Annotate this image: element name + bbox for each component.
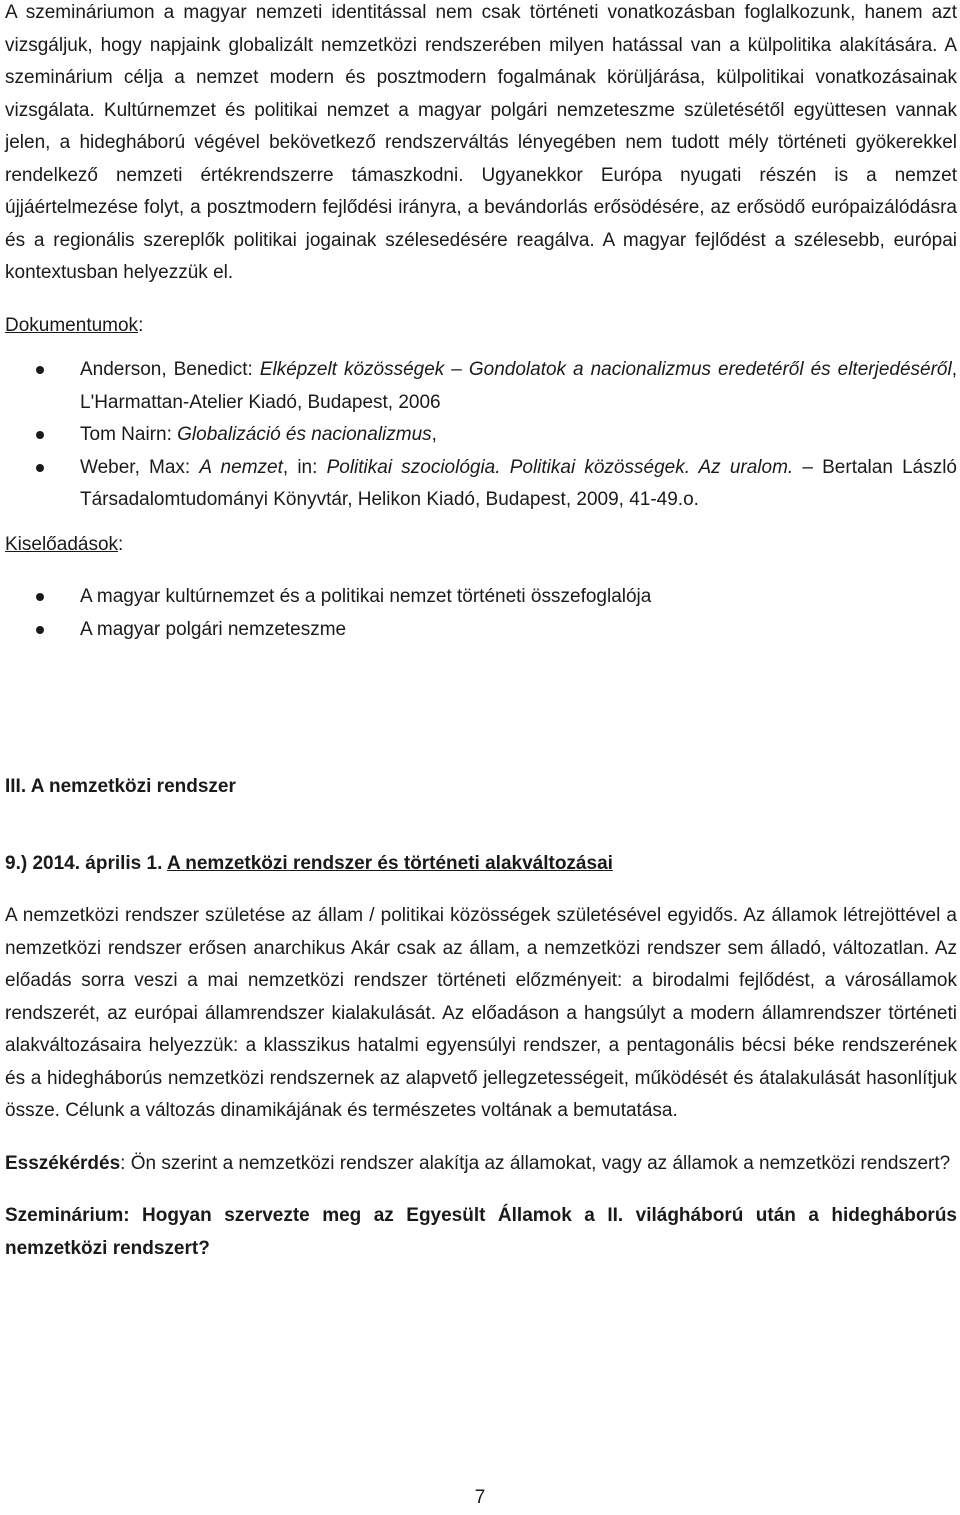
doc-author: Tom Nairn:	[80, 424, 178, 445]
list-item	[5, 614, 957, 647]
doc-title: Globalizáció és nacionalizmus	[177, 424, 432, 445]
documents-list	[5, 354, 957, 517]
doc-author: Anderson, Benedict:	[80, 359, 260, 380]
documents-colon: :	[138, 314, 144, 336]
essay-text: : Ön szerint a nemzetközi rendszer alakítja az államokat, vagy az államok a nemzetközi rendszert?	[120, 1152, 951, 1174]
lectures-list	[5, 581, 957, 646]
doc-publisher: ,	[431, 424, 437, 445]
bullet-icon	[36, 431, 44, 439]
session-date: 9.) 2014. április 1.	[5, 852, 163, 874]
session-body: A nemzetközi rendszer születése az állam / politikai közösségek születésével egyidős. Az államok létrejöttével a nemzetközi rendszer erősen anarchikus Akár csak az állam, a nemzetközi rendszer sem álladó, változatlan. Az előadás sorra veszi a mai nemzetközi rendszer történeti előzményeit: a birodalmi fejlődést, a városállamok rendszerét, az európai államrendszer kialakulását. Az előadáson a hangsúlyt a modern államrendszer történeti alakváltozásaira helyezzük: a klasszikus hatalmi egyensúlyi rendszer, a pentagonális bécsi béke rendszerének és a hidegháborús nemzetközi rendszernek az alapvető jellegzetességeit, működését és átalakulását hasonlítjuk össze. Célunk a változás dinamikájának és természetes voltának a bemutatása.	[5, 905, 957, 1121]
seminar-text: : Hogyan szervezte meg az Egyesült Államok a II. világháború után a hidegháborús nemzetközi rendszert?	[5, 1205, 957, 1259]
bullet-icon	[36, 366, 44, 374]
lectures-label: Kiselőadások	[5, 533, 119, 555]
doc-book-title: Politikai szociológia. Politikai közösségek. Az uralom.	[326, 456, 794, 478]
doc-publisher: – Bertalan László Társadalomtudományi Könyvtár, Helikon Kiadó, Budapest, 2009, 41-49.o.	[80, 456, 957, 510]
bullet-icon	[36, 464, 44, 472]
list-item	[5, 419, 957, 452]
bullet-icon	[36, 593, 44, 601]
essay-label: Esszékérdés	[5, 1152, 121, 1174]
document-page	[5, 0, 957, 1265]
seminar-label: Szeminárium	[5, 1205, 124, 1226]
section-title: III. A nemzetközi rendszer	[5, 776, 236, 797]
list-item	[5, 354, 957, 419]
essay-question	[5, 1148, 957, 1181]
documents-label: Dokumentumok	[5, 314, 139, 336]
intro-paragraph: A szemináriumon a magyar nemzeti identitással nem csak történeti vonatkozásban foglalkozunk, hanem azt vizsgáljuk, hogy napjaink globalizált nemzetközi rendszerében milyen hatással van a külpolitika alakítására. A szeminárium célja a nemzet modern és posztmodern fogalmának körüljárása, külpolitikai vonatkozásainak vizsgálata. Kultúrnemzet és politikai nemzet a magyar polgári nemzeteszme születésétől együttesen vannak jelen, a hidegháború végével bekövetkező rendszerváltás lényegében nem tudott mély történeti gyökerekkel rendelkező nemzeti értékrendszerre támaszkodni. Ugyanekkor Európa nyugati részén is a nemzet újjáértelmezése folyt, a posztmodern fejlődési irányra, a bevándorlás erősödésére, az erősödő európaizálódásra és a regionális szereplők politikai jogainak szélesedésére reagálva. A magyar fejlődést a szélesebb, európai kontextusban helyezzük el.	[5, 2, 957, 283]
doc-title: Elképzelt közösségek – Gondolatok a nacionalizmus eredetéről és elterjedéséről	[259, 359, 952, 380]
lecture-title: A magyar kultúrnemzet és a politikai nemzet történeti összefoglalója	[80, 586, 652, 607]
lectures-heading	[5, 529, 957, 562]
doc-connector: , in:	[282, 456, 327, 478]
doc-author: Weber, Max:	[80, 456, 200, 478]
seminar-question	[5, 1200, 957, 1265]
lectures-colon: :	[118, 533, 124, 555]
list-item	[5, 452, 957, 517]
list-item	[5, 581, 957, 614]
page-number: 7	[474, 1487, 486, 1508]
bullet-icon	[36, 626, 44, 634]
session-heading	[5, 848, 957, 881]
doc-publisher: , L'Harmattan-Atelier Kiadó, Budapest, 2006	[80, 359, 957, 413]
doc-title: A nemzet	[199, 456, 283, 478]
lecture-title: A magyar polgári nemzeteszme	[80, 618, 347, 640]
documents-heading	[5, 310, 957, 343]
session-title: A nemzetközi rendszer és történeti alakváltozásai	[166, 852, 613, 874]
